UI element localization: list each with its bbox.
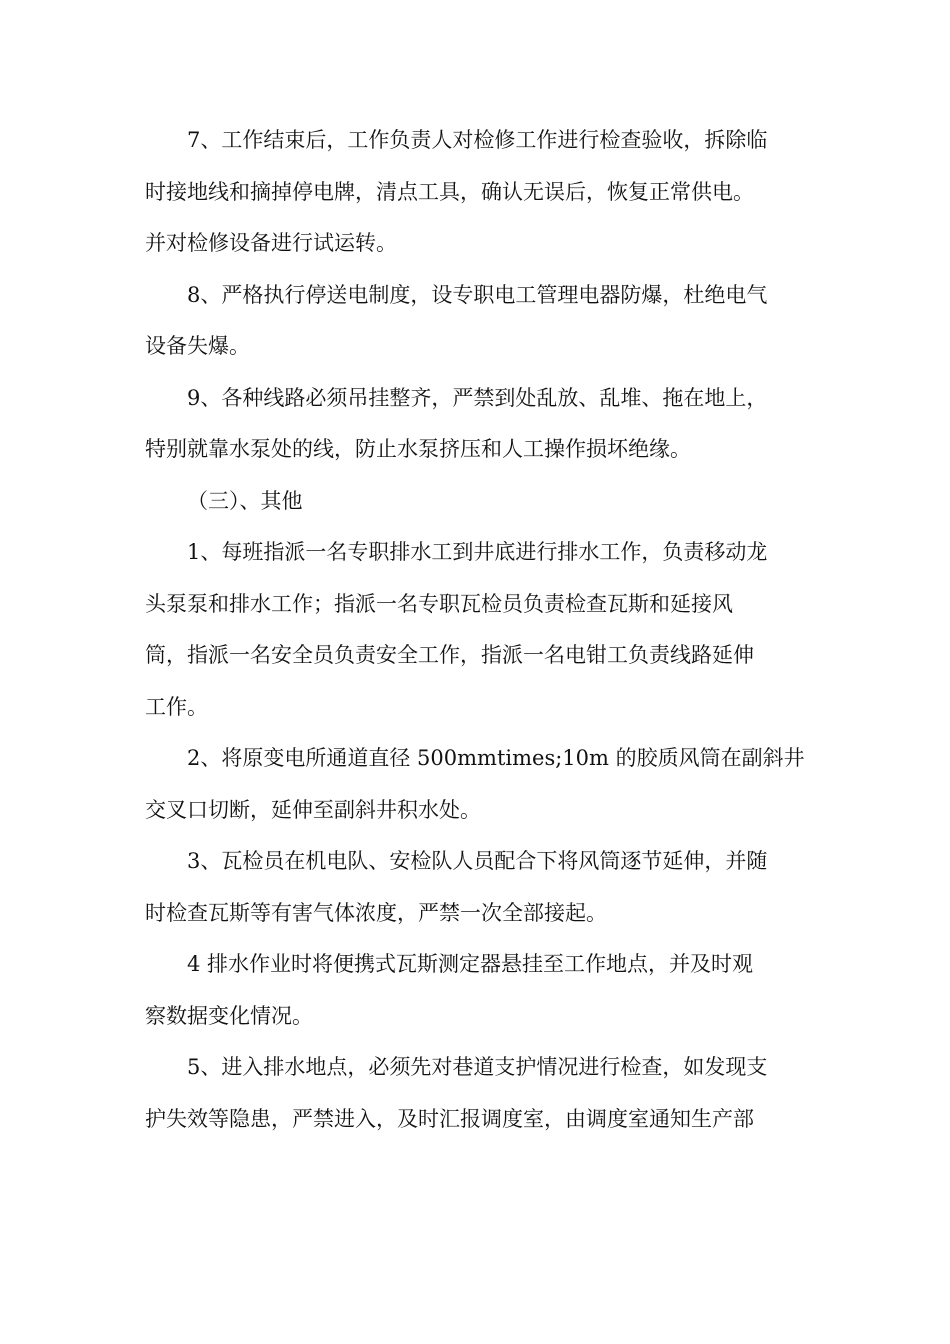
text-line: 察数据变化情况。	[145, 1003, 313, 1028]
document-body	[145, 115, 810, 1145]
text-line: 时接地线和摘掉停电牌，清点工具，确认无误后，恢复正常供电。	[145, 179, 754, 204]
text-line: 1、每班指派一名专职排水工到井底进行排水工作，负责移动龙	[187, 540, 768, 564]
text-line: 并对检修设备进行试运转。	[145, 231, 397, 255]
text-line: 筒，指派一名安全员负责安全工作，指派一名电钳工负责线路延伸	[145, 643, 754, 667]
section-heading: （三）、其他	[187, 488, 303, 513]
text-line: 5、进入排水地点，必须先对巷道支护情况进行检查，如发现支	[187, 1055, 768, 1079]
text-line: 护失效等隐患，严禁进入，及时汇报调度室，由调度室通知生产部	[145, 1106, 754, 1131]
text-line: 特别就靠水泵处的线，防止水泵挤压和人工操作损坏绝缘。	[145, 437, 691, 461]
text-line: 3、瓦检员在机电队、安检队人员配合下将风筒逐节延伸，并随	[187, 849, 768, 873]
text-line: 交叉口切断，延伸至副斜井积水处。	[145, 797, 481, 822]
text-line: 7、工作结束后，工作负责人对检修工作进行检查验收，拆除临	[187, 128, 768, 152]
text-line: 2、将原变电所通道直径 500mmtimes;10m 的胶质风筒在副斜井	[187, 746, 805, 770]
text-line: 设备失爆。	[145, 334, 250, 358]
text-line: 4 排水作业时将便携式瓦斯测定器悬挂至工作地点，并及时观	[187, 952, 754, 976]
text-line: 8、严格执行停送电制度，设专职电工管理电器防爆，杜绝电气	[187, 282, 768, 307]
text-line: 9、各种线路必须吊挂整齐，严禁到处乱放、乱堆、拖在地上，	[187, 385, 768, 410]
text-line: 头泵泵和排水工作；指派一名专职瓦检员负责检查瓦斯和延接风	[145, 591, 733, 616]
text-line: 工作。	[145, 694, 208, 719]
text-line: 时检查瓦斯等有害气体浓度，严禁一次全部接起。	[145, 900, 607, 925]
